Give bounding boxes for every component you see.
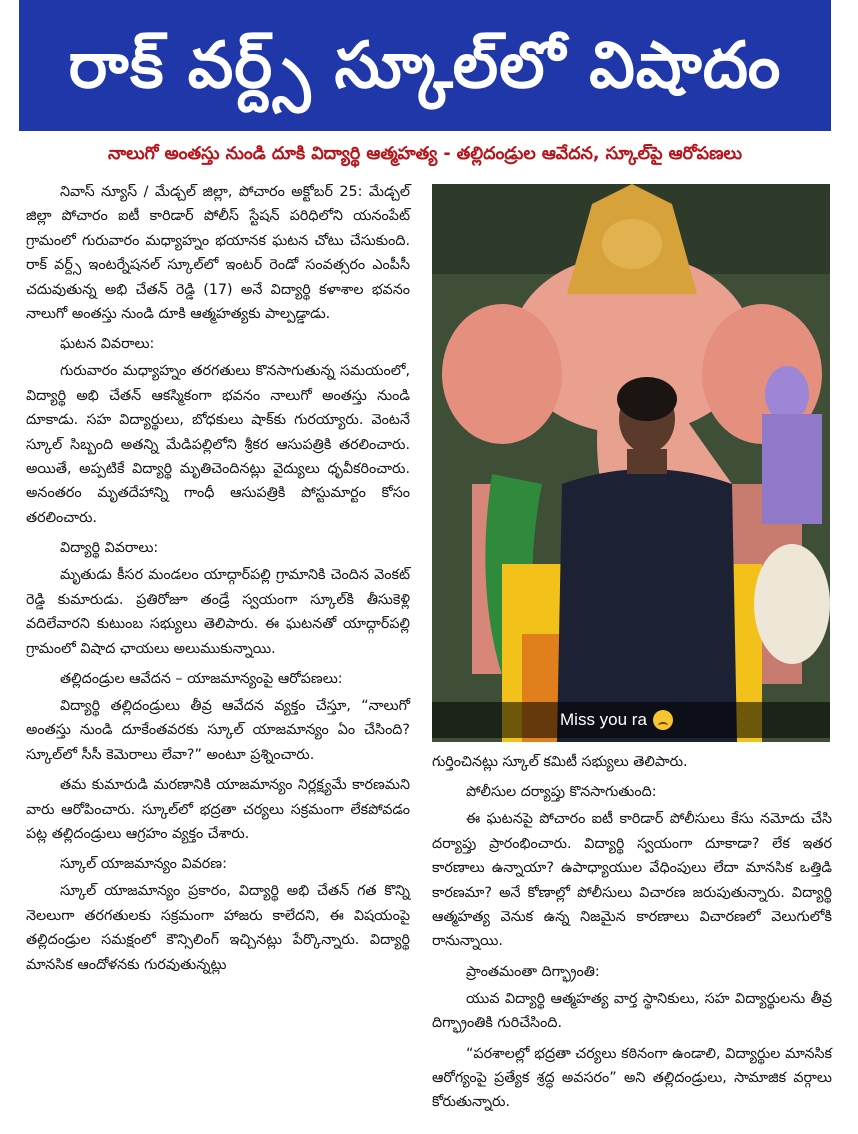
subheadline: నాలుగో అంతస్తు నుండి దూకి విద్యార్థి ఆత్మహత్య - తల్లిదండ్రుల ఆవేదన, స్కూల్‌పై ఆరోపణలు bbox=[108, 144, 742, 164]
article-paragraph: గుర్తించినట్లు స్కూల్ కమిటీ సభ్యులు తెలిపారు. bbox=[432, 754, 688, 770]
article-paragraph: నివాస్ న్యూస్ / మేడ్చల్ జిల్లా, పోచారం అక్టోబర్ 25: మేడ్చల్ జిల్లా పోచారం ఐటీ కారిడార్ పోలీస్ స్టేషన్ పరిధిలోని యనంపేట్ గ్రామంలో గురువారం మధ్యాహ్నం భయానక ఘటన చోటు చేసుకుంది. రాక్ వర్ద్స్ ఇంటర్నేషనల్ స్కూల్‌లో ఇంటర్ రెండో సంవత్సరం ఎంపీసీ చదువుతున్న అభి చేతన్ రెడ్డి (17) అనే విద్యార్థి కళాశాల భవనం నాలుగో అంతస్తు నుండి దూకి ఆత్మహత్యకు పాల్పడ్డాడు. bbox=[26, 184, 410, 323]
section-heading: ప్రాంతమంతా దిగ్భ్రాంతి: bbox=[466, 963, 600, 980]
section-heading: ఘటన వివరాలు: bbox=[60, 336, 155, 353]
headline: రాక్ వర్ద్స్ స్కూల్‌లో విషాదం bbox=[68, 28, 782, 103]
article-paragraph: తమ కుమారుడి మరణానికి యాజమాన్యం నిర్లక్ష్యమే కారణమని వారు ఆరోపించారు. స్కూల్‌లో భద్రతా చర్యలు సక్రమంగా లేకపోవడం పట్ల తల్లిదండ్రులు ఆగ్రహం వ్యక్తం చేశారు. bbox=[26, 777, 410, 842]
article-paragraph: ఈ ఘటనపై పోచారం ఐటీ కారిడార్ పోలీసులు కేసు నమోదు చేసి దర్యాప్తు ప్రారంభించారు. విద్యార్థి స్వయంగా దూకాడా? లేక ఇతర కారణాలు ఉన్నాయా? ఉపాధ్యాయుల వేధింపులు లేదా మానసిక ఒత్తిడి కారణమా? అనే కోణాల్లో పోలీసులు విచారణ జరుపుతున్నారు. విద్యార్థి ఆత్మహత్య వెనుక ఉన్న నిజమైన కారణాలు విచారణలో వెలుగులోకి రానున్నాయి. bbox=[432, 811, 832, 950]
article-left-column bbox=[26, 180, 410, 983]
section-heading: తల్లిదండ్రుల ఆవేదన – యాజమాన్యంపై ఆరోపణలు: bbox=[60, 670, 343, 687]
photo-caption bbox=[432, 702, 830, 738]
article-right-column bbox=[432, 750, 832, 1121]
article-photo bbox=[432, 184, 830, 742]
section-heading: పోలీసుల దర్యాప్తు కొనసాగుతుంది: bbox=[466, 784, 657, 801]
loudly-crying-face-icon bbox=[653, 710, 673, 730]
headline-banner bbox=[19, 0, 831, 131]
article-paragraph: “పరశాలల్లో భద్రతా చర్యలు కఠినంగా ఉండాలి, విద్యార్థుల మానసిక ఆరోగ్యంపై ప్రత్యేక శ్రద్ధ అవసరం” అని తల్లిదండ్రులు, సామాజిక వర్గాలు కోరుతున్నారు. bbox=[432, 1045, 832, 1111]
section-heading: విద్యార్థి వివరాలు: bbox=[60, 540, 159, 557]
article-paragraph: గురువారం మధ్యాహ్నం తరగతులు కొనసాగుతున్న సమయంలో, విద్యార్థి అభి చేతన్ ఆకస్మికంగా భవనం నాలుగో అంతస్తు నుండి దూకాడు. సహ విద్యార్థులు, బోధకులు షాక్‌కు గురయ్యారు. వెంటనే స్కూల్ సిబ్బంది అతన్ని మేడిపల్లిలోని శ్రీకర ఆసుపత్రికి తరలించారు. అయితే, అప్పటికే విద్యార్థి మృతిచెందినట్లు వైద్యులు ధృవీకరించారు. అనంతరం మృతదేహాన్ని గాంధీ ఆసుపత్రికి పోస్టుమార్టం కోసం తరలించారు. bbox=[26, 363, 410, 526]
section-heading: స్కూల్ యాజమాన్యం వివరణ: bbox=[60, 856, 227, 873]
photo-caption-text: Miss you ra bbox=[560, 710, 647, 729]
article-paragraph: యువ విద్యార్థి ఆత్మహత్య వార్త స్థానికులు, సహ విద్యార్థులను తీవ్ర దిగ్భ్రాంతికి గురిచేసింది. bbox=[432, 990, 832, 1032]
article-paragraph: విద్యార్థి తల్లిదండ్రులు తీవ్ర ఆవేదన వ్యక్తం చేస్తూ, “నాలుగో అంతస్తు నుండి దూకేంతవరకు స్కూల్ యాజమాన్యం ఏం చేసింది? స్కూల్‌లో సీసీ కెమెరాలు లేవా?” అంటూ ప్రశ్నించారు. bbox=[26, 697, 410, 763]
photo-illustration bbox=[432, 184, 830, 742]
article-paragraph: మృతుడు కీసర మండలం యాద్గార్‌పల్లి గ్రామానికి చెందిన వెంకట్ రెడ్డి కుమారుడు. ప్రతిరోజూ తండ్రే స్వయంగా స్కూల్‌కి తీసుకెళ్లి వదిలేవారని కుటుంబ సభ్యులు తెలిపారు. ఈ ఘటనతో యాద్గార్‌పల్లి గ్రామంలో విషాద ఛాయలు అలుముకున్నాయి. bbox=[26, 567, 410, 657]
article-paragraph: స్కూల్ యాజమాన్యం ప్రకారం, విద్యార్థి అభి చేతన్ గత కొన్ని నెలలుగా తరగతులకు సక్రమంగా హాజరు కాలేదని, ఈ విషయంపై తల్లిదండ్రుల సమక్షంలో కౌన్సిలింగ్ ఇచ్చినట్లు పేర్కొన్నారు. విద్యార్థి మానసిక ఆందోళనకు గురవుతున్నట్లు bbox=[26, 883, 410, 973]
